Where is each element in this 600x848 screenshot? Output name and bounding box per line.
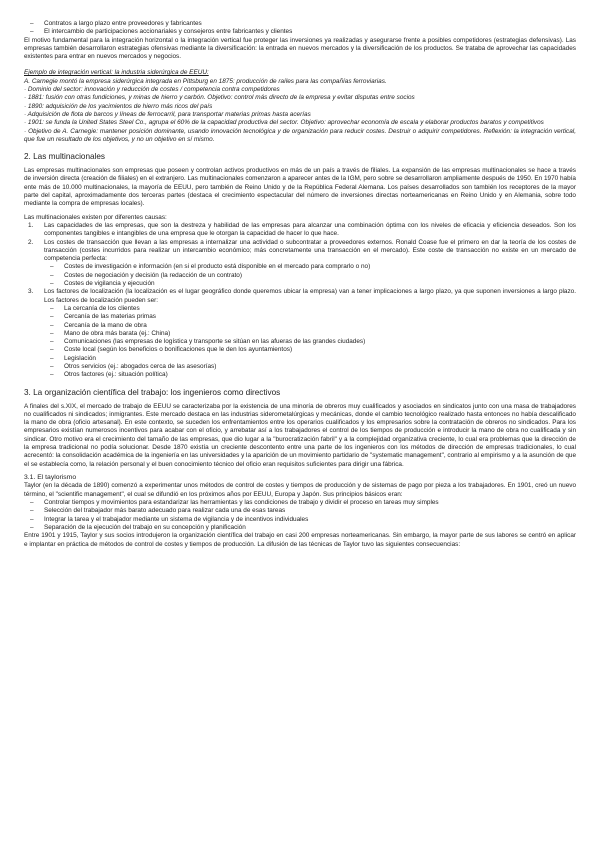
list-item: – Mano de obra más barata (ej.: China) [24,330,576,338]
list-item: – Legislación [24,355,576,363]
list-item: – Separación de la ejecución del trabajo en su concepción y planificación [24,524,576,532]
cause-text: Las capacidades de las empresas, que son la destreza y habilidad de las empresas para alcanzar una combinación óptima con los niveles de eficacia y eficiencia deseados. Son los componentes tangibles e intangibles de una empresa que le otorgan la capacidad de hacer lo que hace. [44,221,576,238]
section-paragraph: A finales del s.XIX, el mercado de trabajo de EEUU se caracterizaba por la existencia de una minoría de obreros muy cualificados y asociados en sindicatos junto con una masa de trabajadores no cualificados ni sindicados; inmigrantes. Este mercado destaca en las industrias siderometalúrgicas y mecánicas, donde el cambio tecnológico realizado hasta entonces no había descalificado la mano de obra (oficio artesanal). En este contexto, se suceden los enfrentamientos entre los operarios cualificados y los empresarios sobre la contratación de obreros no sindicados. Para los empresarios existían numerosos incentivos para acabar con el oficio, y arrebatar así a los trabajadores el control de los tiempos de producción e introducir la mano de obra no cualificada y sin sindicar. Otro motivo era el crecimiento del tamaño de las empresas, que dio lugar a la "burocratización fabril" y a la complejidad organizativa creciente, lo cual era problemas que la dirección de la empresa tradicional no podía solucionar. Desde 1870 existía un creciente descontento entre una parte de los ingenieros con los métodos de dirección de empresas tradicionales, lo cual acrecentó: la consolidación académica de la ingeniería en las universidades y la aparición de un movimiento partidario de "systematic management", contrario al empirismo y a la asunción de que el se establecía como, la relación personal y el buen conocimiento técnico del oficio eran requisitos suficientes para dirigir una fábrica. [24,402,576,468]
cause-number: 1. [28,221,34,229]
causes-intro: Las multinacionales existen por diferentes causas: [24,213,167,221]
list-item: – Otros factores (ej.: situación política) [24,371,576,379]
list-item: – Contratos a largo plazo entre proveedores y fabricantes [24,20,576,28]
example-line: A. Carnegie montó la empresa siderúrgica integrada en Pittsburg en 1875: producción de raíles para las compañías ferroviarias. [24,77,387,85]
example-line: · 1890: adquisición de los yacimientos de hierro más ricos del país [24,102,213,110]
cause-item [24,288,576,305]
cause-item [24,239,576,264]
causes-list-continued [24,288,576,305]
list-item: – Controlar tiempos y movimientos para estandarizar las herramientas y las condiciones de trabajo y dividir el proceso en tareas muy simples [24,499,576,507]
intro-paragraph: El motivo fundamental para la integración horizontal o la integración vertical fue proteger las inversiones ya realizadas y asegurarse frente a posibles competidores (estrategias defensivas). Las empresas también desarrollaron estrategias ofensivas mediante la diversificación: la entrada en nuevos mercados y la diversificación de los productos. Se trataba de aprovechar las capacidades existentes para entrar en nuevos mercados y negocios. [24,36,576,61]
list-item: – El intercambio de participaciones accionariales y consejeros entre fabricantes y clientes [24,28,576,36]
intro-bullet-list [24,20,576,37]
cause-item [24,222,576,239]
cause-text: Los factores de localización (la localización es el lugar geográfico donde queremos ubicar la empresa) van a tener implicaciones a largo plazo, ya que suponen inversiones a largo plazo. Los factores de localización pueden ser: [44,288,576,304]
example-line: · 1881: fusión con otras fundiciones, y minas de hierro y carbón. Objetivo: control más directo de la empresa y evitar disputas entre socios [24,94,415,102]
list-item: – Integrar la tarea y el trabajador mediante un sistema de vigilancia y de incentivos individuales [24,516,576,524]
section-heading: 2. Las multinacionales [24,152,106,162]
example-line: · Adquisición de flota de barcos y líneas de ferrocarril, para transportar materias primas hasta acerías [24,110,311,118]
list-item: – Selección del trabajador más barato adecuado para realizar cada una de esas tareas [24,507,576,515]
list-item: – Otros servicios (ej.: abogados cerca de las asesorías) [24,363,576,371]
taylor-principles-list [24,499,576,532]
list-item: – Costes de vigilancia y ejecución [24,280,576,288]
section-paragraph: Las empresas multinacionales son empresas que poseen y controlan activos productivos en más de un país a través de filiales. La expansión de las empresas multinacionales se hace a través de inversión directa (creación de filiales) en el extranjero. Las multinacionales comenzaron a aparecer antes de la IGM, pero sobre se desarrollaron ampliamente después de 1950. En 1970 había ente más de 10.000 multinacionales, la mayoría de EEUU, pero también de Reino Unido y de la República Federal Alemana. Los países desarrollados son también los receptores de la mayor parte del capital, aproximadamente dos terceras partes (destaca el crecimiento espectacular del número de inversiones directas norteamericanas en Reino Unido y en Alemania, sobre todo mediante la compra de empresas locales). [24,167,576,208]
closing-paragraph: Entre 1901 y 1915, Taylor y sus socios introdujeron la organización científica del trabajo en casi 200 empresas norteamericanas. Sin embargo, la mayor parte de sus labores se centró en aplicar e implantar en práctica de métodos de control de costes y tiempos de producción. La difusión de las técnicas de Taylor tuvo las siguientes consecuencias: [24,532,576,548]
list-item: – Cercanía de la mano de obra [24,322,576,330]
list-item: – La cercanía de los clientes [24,305,576,313]
list-item: – Comunicaciones (las empresas de logística y transporte se sitúan en las afueras de las grandes ciudades) [24,338,576,346]
list-item: – Cercanía de las materias primas [24,313,576,321]
cause-text: Los costes de transacción que llevan a las empresas a internalizar una actividad o subcontratar a proveedores externos. Ronald Coase fue el primero en dar la teoría de los costes de transacción (costes incurridos para realizar un intercambio económico; más concretamente una transacción en el mercado). Este coste de transacción no existe en un mercado de competencia perfecta: [44,238,576,263]
list-item: – Costes de investigación e información (en si el producto está disponible en el mercado para comprarlo o no) [24,263,576,271]
location-factors-list [24,305,576,380]
cause-number: 2. [28,238,34,246]
example-line: · Dominio del sector: innovación y reducción de costes / competencia contra competidores [24,86,280,94]
list-item: – Costes de negociación y decisión (la redacción de un contrato) [24,272,576,280]
section-heading: 3. La organización científica del trabajo: los ingenieros como directivos [24,387,281,397]
subsection-heading: 3.1. El taylorismo [24,473,77,481]
taylor-paragraph: Taylor (en la década de 1890) comenzó a experimentar unos métodos de control de costes y tiempos de producción y de sistemas de pago por pieza a los trabajadores. En 1901, creó un nuevo término, el "scientific management", el cual se difundió en los próximos años por EEUU, Europa y Japón. Sus principios básicos eran: [24,482,576,498]
example-title: Ejemplo de integración vertical: la industria siderúrgica de EEUU: [24,69,209,77]
list-item: – Coste local (según los beneficios o bonificaciones que le den los ayuntamientos) [24,346,576,354]
transaction-costs-list [24,263,576,288]
causes-list [24,222,576,263]
example-block [24,69,576,144]
example-line: · 1901: se funda la United States Steel Co., agrupa el 60% de la capacidad productiva del sector. Objetivo: aprovechar economía de escala y elaborar productos baratos y competitivos [24,119,544,127]
cause-number: 3. [28,288,34,296]
example-line: · Objetivo de A. Carnegie: mantener posición dominante, usando innovación tecnológica y de organización para reducir costes. Destruir o adquirir competidores. Reflexión: la integración vertical, que fue un resultado de los objetivos, y no un objetivo en sí mismo. [24,127,576,143]
